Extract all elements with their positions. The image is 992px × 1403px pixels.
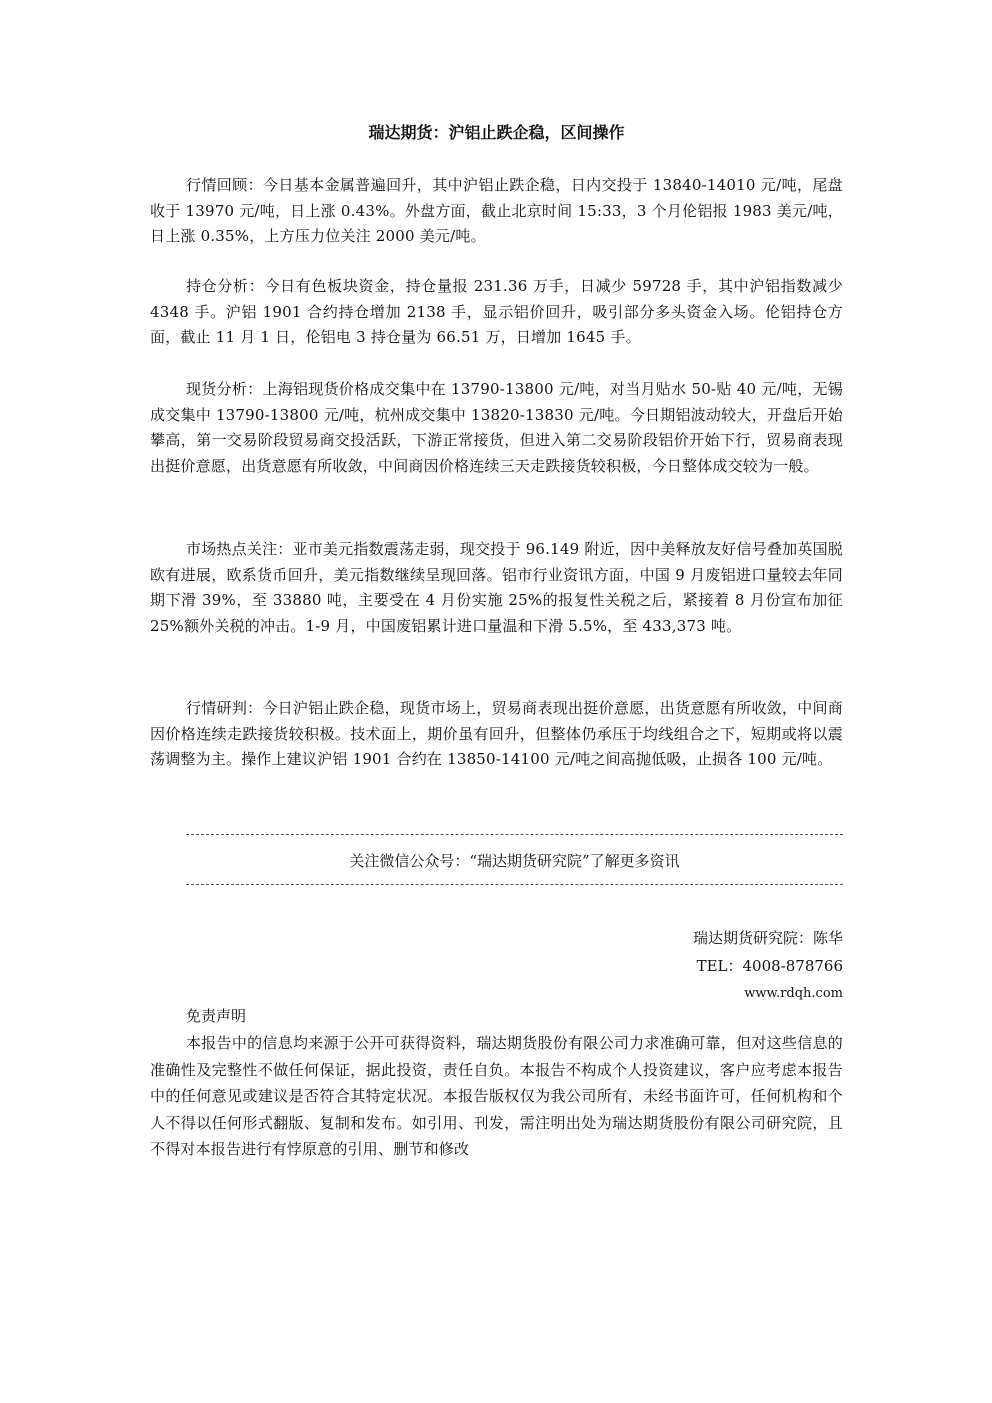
- paragraph-spot-analysis: 现货分析：上海铝现货价格成交集中在 13790-13800 元/吨，对当月贴水 50-贴 40 元/吨，无锡成交集中 13790-13800 元/吨，杭州成交集中 13820-13830 元/吨。今日期铝波动较大，开盘后开始攀高，第一交易阶段贸易商交投活跃，下游正常接货，但进入第二交易阶段铝价开始下行，贸易商表现出挺价意愿，出货意愿有所收敛，中间商因价格连续三天走跌接货较积极，今日整体成交较为一般。: [150, 380, 843, 475]
- paragraph-market-review: 行情回顾：今日基本金属普遍回升，其中沪铝止跌企稳，日内交投于 13840-14010 元/吨，尾盘收于 13970 元/吨，日上涨 0.43%。外盘方面，截止北京时间 15:33，3 个月伦铝报 1983 美元/吨，日上涨 0.35%，上方压力位关注 2000 美元/吨。: [150, 176, 843, 245]
- document-page: [150, 0, 843, 1403]
- document-title: 瑞达期货：沪铝止跌企稳，区间操作: [368, 123, 625, 142]
- signature-website: www.rdqh.com: [744, 986, 843, 1001]
- signature-author: 瑞达期货研究院：陈华: [692, 929, 843, 947]
- paragraph-position-analysis: 持仓分析：今日有色板块资金，持仓量报 231.36 万手，日减少 59728 手，其中沪铝指数减少 4348 手。沪铝 1901 合约持仓增加 2138 手，显示铝价回升，吸引部分多头资金入场。伦铝持仓方面，截止 11 月 1 日，伦铝电 3 持仓量为 66.51 万，日增加 1645 手。: [150, 277, 843, 346]
- paragraph-market-outlook: 行情研判：今日沪铝止跌企稳，现货市场上，贸易商表现出挺价意愿，出货意愿有所收敛，中间商因价格连续走跌接货较积极。技术面上，期价虽有回升，但整体仍承压于均线组合之下，短期或将以震荡调整为主。操作上建议沪铝 1901 合约在 13850-14100 元/吨之间高抛低吸，止损各 100 元/吨。: [150, 699, 843, 768]
- dashed-divider-bottom: [186, 884, 843, 885]
- disclaimer-body: 本报告中的信息均来源于公开可获得资料，瑞达期货股份有限公司力求准确可靠，但对这些信息的准确性及完整性不做任何保证，据此投资，责任自负。本报告不构成个人投资建议，客户应考虑本报告中的任何意见或建议是否符合其特定状况。本报告版权仅为我公司所有，未经书面许可，任何机构和个人不得以任何形式翻版、复制和发布。如引用、刊发，需注明出处为瑞达期货股份有限公司研究院，且不得对本报告进行有悖原意的引用、删节和修改: [150, 1034, 843, 1158]
- disclaimer-title: 免责声明: [186, 1007, 247, 1025]
- dashed-divider-top: [186, 834, 843, 835]
- paragraph-market-hotspots: 市场热点关注：亚市美元指数震荡走弱，现交投于 96.149 附近，因中美释放友好信号叠加英国脱欧有进展，欧系货币回升，美元指数继续呈现回落。铝市行业资讯方面，中国 9 月废铝进口量较去年同期下滑 39%，至 33880 吨，主要受在 4 月份实施 25%的报复性关税之后，紧接着 8 月份宣布加征 25%额外关税的冲击。1-9 月，中国废铝累计进口量温和下滑 5.5%，至 433,373 吨。: [150, 540, 843, 635]
- wechat-notice: 关注微信公众号：“瑞达期货研究院”了解更多资讯: [349, 852, 680, 870]
- signature-tel: TEL：4008-878766: [696, 957, 843, 975]
